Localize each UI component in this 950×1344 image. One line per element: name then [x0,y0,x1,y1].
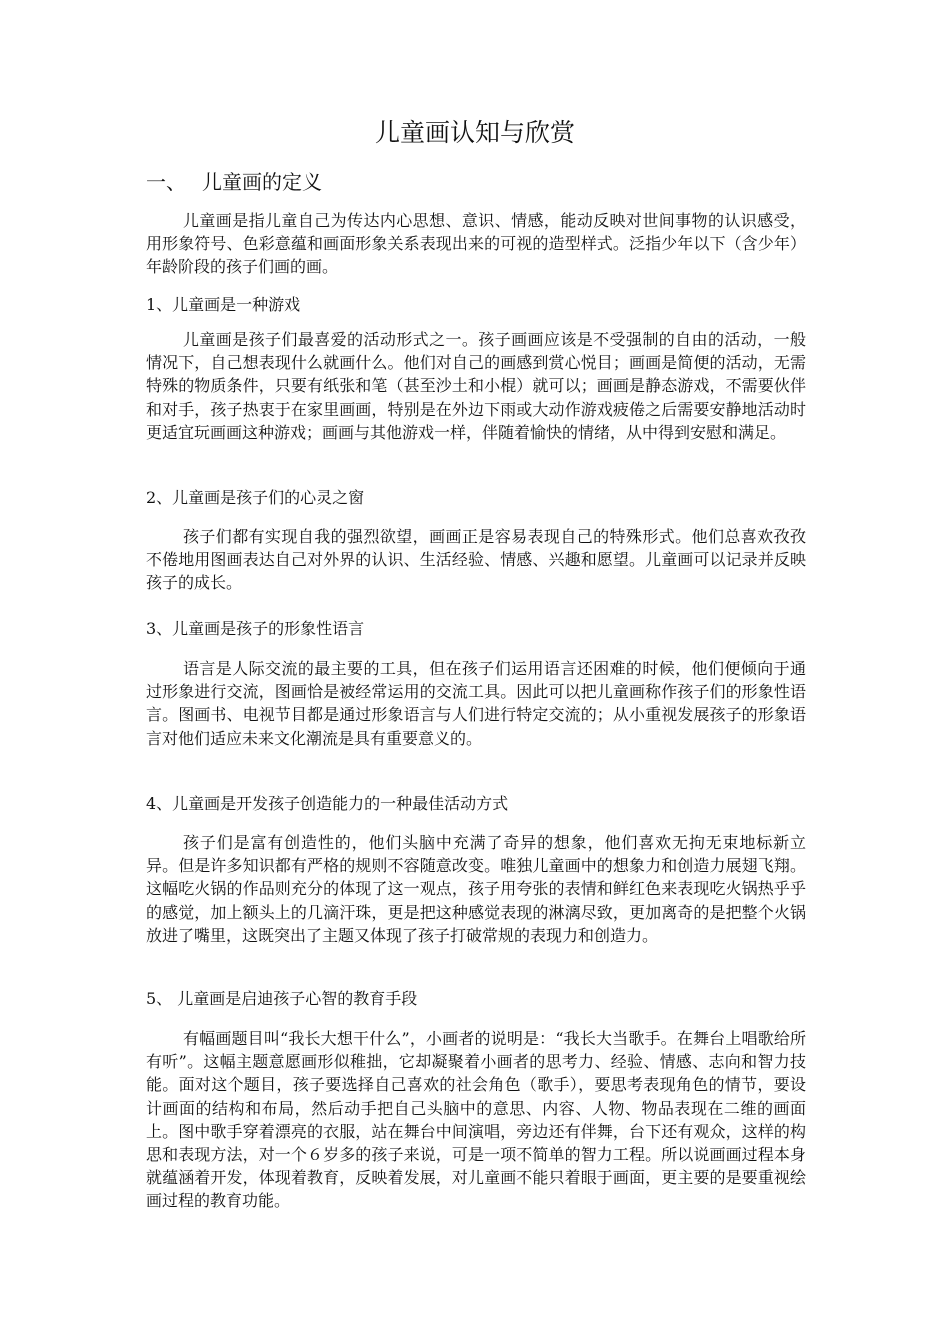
section-number: 一、 [146,170,186,194]
item-2-body: 孩子们都有实现自我的强烈欲望，画画正是容易表现自己的特殊形式。他们总喜欢孜孜不倦地用图画表达自己对外界的认识、生活经验、情感、兴趣和愿望。儿童画可以记录并反映孩子的成长。 [146,527,806,593]
item-1-body: 儿童画是孩子们最喜爱的活动形式之一。孩子画画应该是不受强制的自由的活动，一般情况下，自己想表现什么就画什么。他们对自己的画感到赏心悦目；画画是简便的活动，无需特殊的物质条件，只要有纸张和笔（甚至沙土和小棍）就可以；画画是静态游戏，不需要伙伴和对手，孩子热衷于在家里画画，特别是在外边下雨或大动作游戏疲倦之后需要安静地活动时更适宜玩画画这种游戏；画画与其他游戏一样，伴随着愉快的情绪，从中得到安慰和满足。 [146,330,806,442]
item-1-heading: 1、儿童画是一种游戏 [146,295,301,314]
section-heading [146,168,322,196]
document-title: 儿童画认知与欣赏 [374,118,575,147]
item-5-heading: 5、 儿童画是启迪孩子心智的教育手段 [146,989,418,1008]
item-4-heading: 4、儿童画是开发孩子创造能力的一种最佳活动方式 [146,794,509,813]
intro-paragraph: 儿童画是指儿童自己为传达内心思想、意识、情感，能动反映对世间事物的认识感受，用形象符号、色彩意蕴和画面形象关系表现出来的可视的造型样式。泛指少年以下（含少年）年龄阶段的孩子们画的画。 [146,211,806,277]
item-5-body: 有幅画题目叫“我长大想干什么”，小画者的说明是：“我长大当歌手。在舞台上唱歌给所有听”。这幅主题意愿画形似稚拙，它却凝聚着小画者的思考力、经验、情感、志向和智力技能。面对这个题目，孩子要选择自己喜欢的社会角色（歌手），要思考表现角色的情节，要设计画面的结构和布局，然后动手把自己头脑中的意思、内容、人物、物品表现在二维的画面上。图中歌手穿着漂亮的衣服，站在舞台中间演唱，旁边还有伴舞，台下还有观众，这样的构思和表现方法，对一个６岁多的孩子来说，可是一项不简单的智力工程。所以说画画过程本身就蕴涵着开发，体现着教育，反映着发展，对儿童画不能只着眼于画面，更主要的是要重视绘画过程的教育功能。 [146,1029,806,1211]
item-4-body: 孩子们是富有创造性的，他们头脑中充满了奇异的想象，他们喜欢无拘无束地标新立异。但是许多知识都有严格的规则不容随意改变。唯独儿童画中的想象力和创造力展翅飞翔。这幅吃火锅的作品则充分的体现了这一观点，孩子用夸张的表情和鲜红色来表现吃火锅热乎乎的感觉，加上额头上的几滴汗珠，更是把这种感觉表现的淋漓尽致，更加离奇的是把整个火锅放进了嘴里，这既突出了主题又体现了孩子打破常规的表现力和创造力。 [146,833,806,945]
item-2-heading: 2、儿童画是孩子们的心灵之窗 [146,488,365,507]
section-heading-text: 儿童画的定义 [202,170,322,194]
item-3-body: 语言是人际交流的最主要的工具，但在孩子们运用语言还困难的时候，他们便倾向于通过形象进行交流，图画恰是被经常运用的交流工具。因此可以把儿童画称作孩子们的形象性语言。图画书、电视节目都是通过形象语言与人们进行特定交流的；从小重视发展孩子的形象语言对他们适应未来文化潮流是具有重要意义的。 [146,659,806,748]
item-3-heading: 3、儿童画是孩子的形象性语言 [146,619,365,638]
